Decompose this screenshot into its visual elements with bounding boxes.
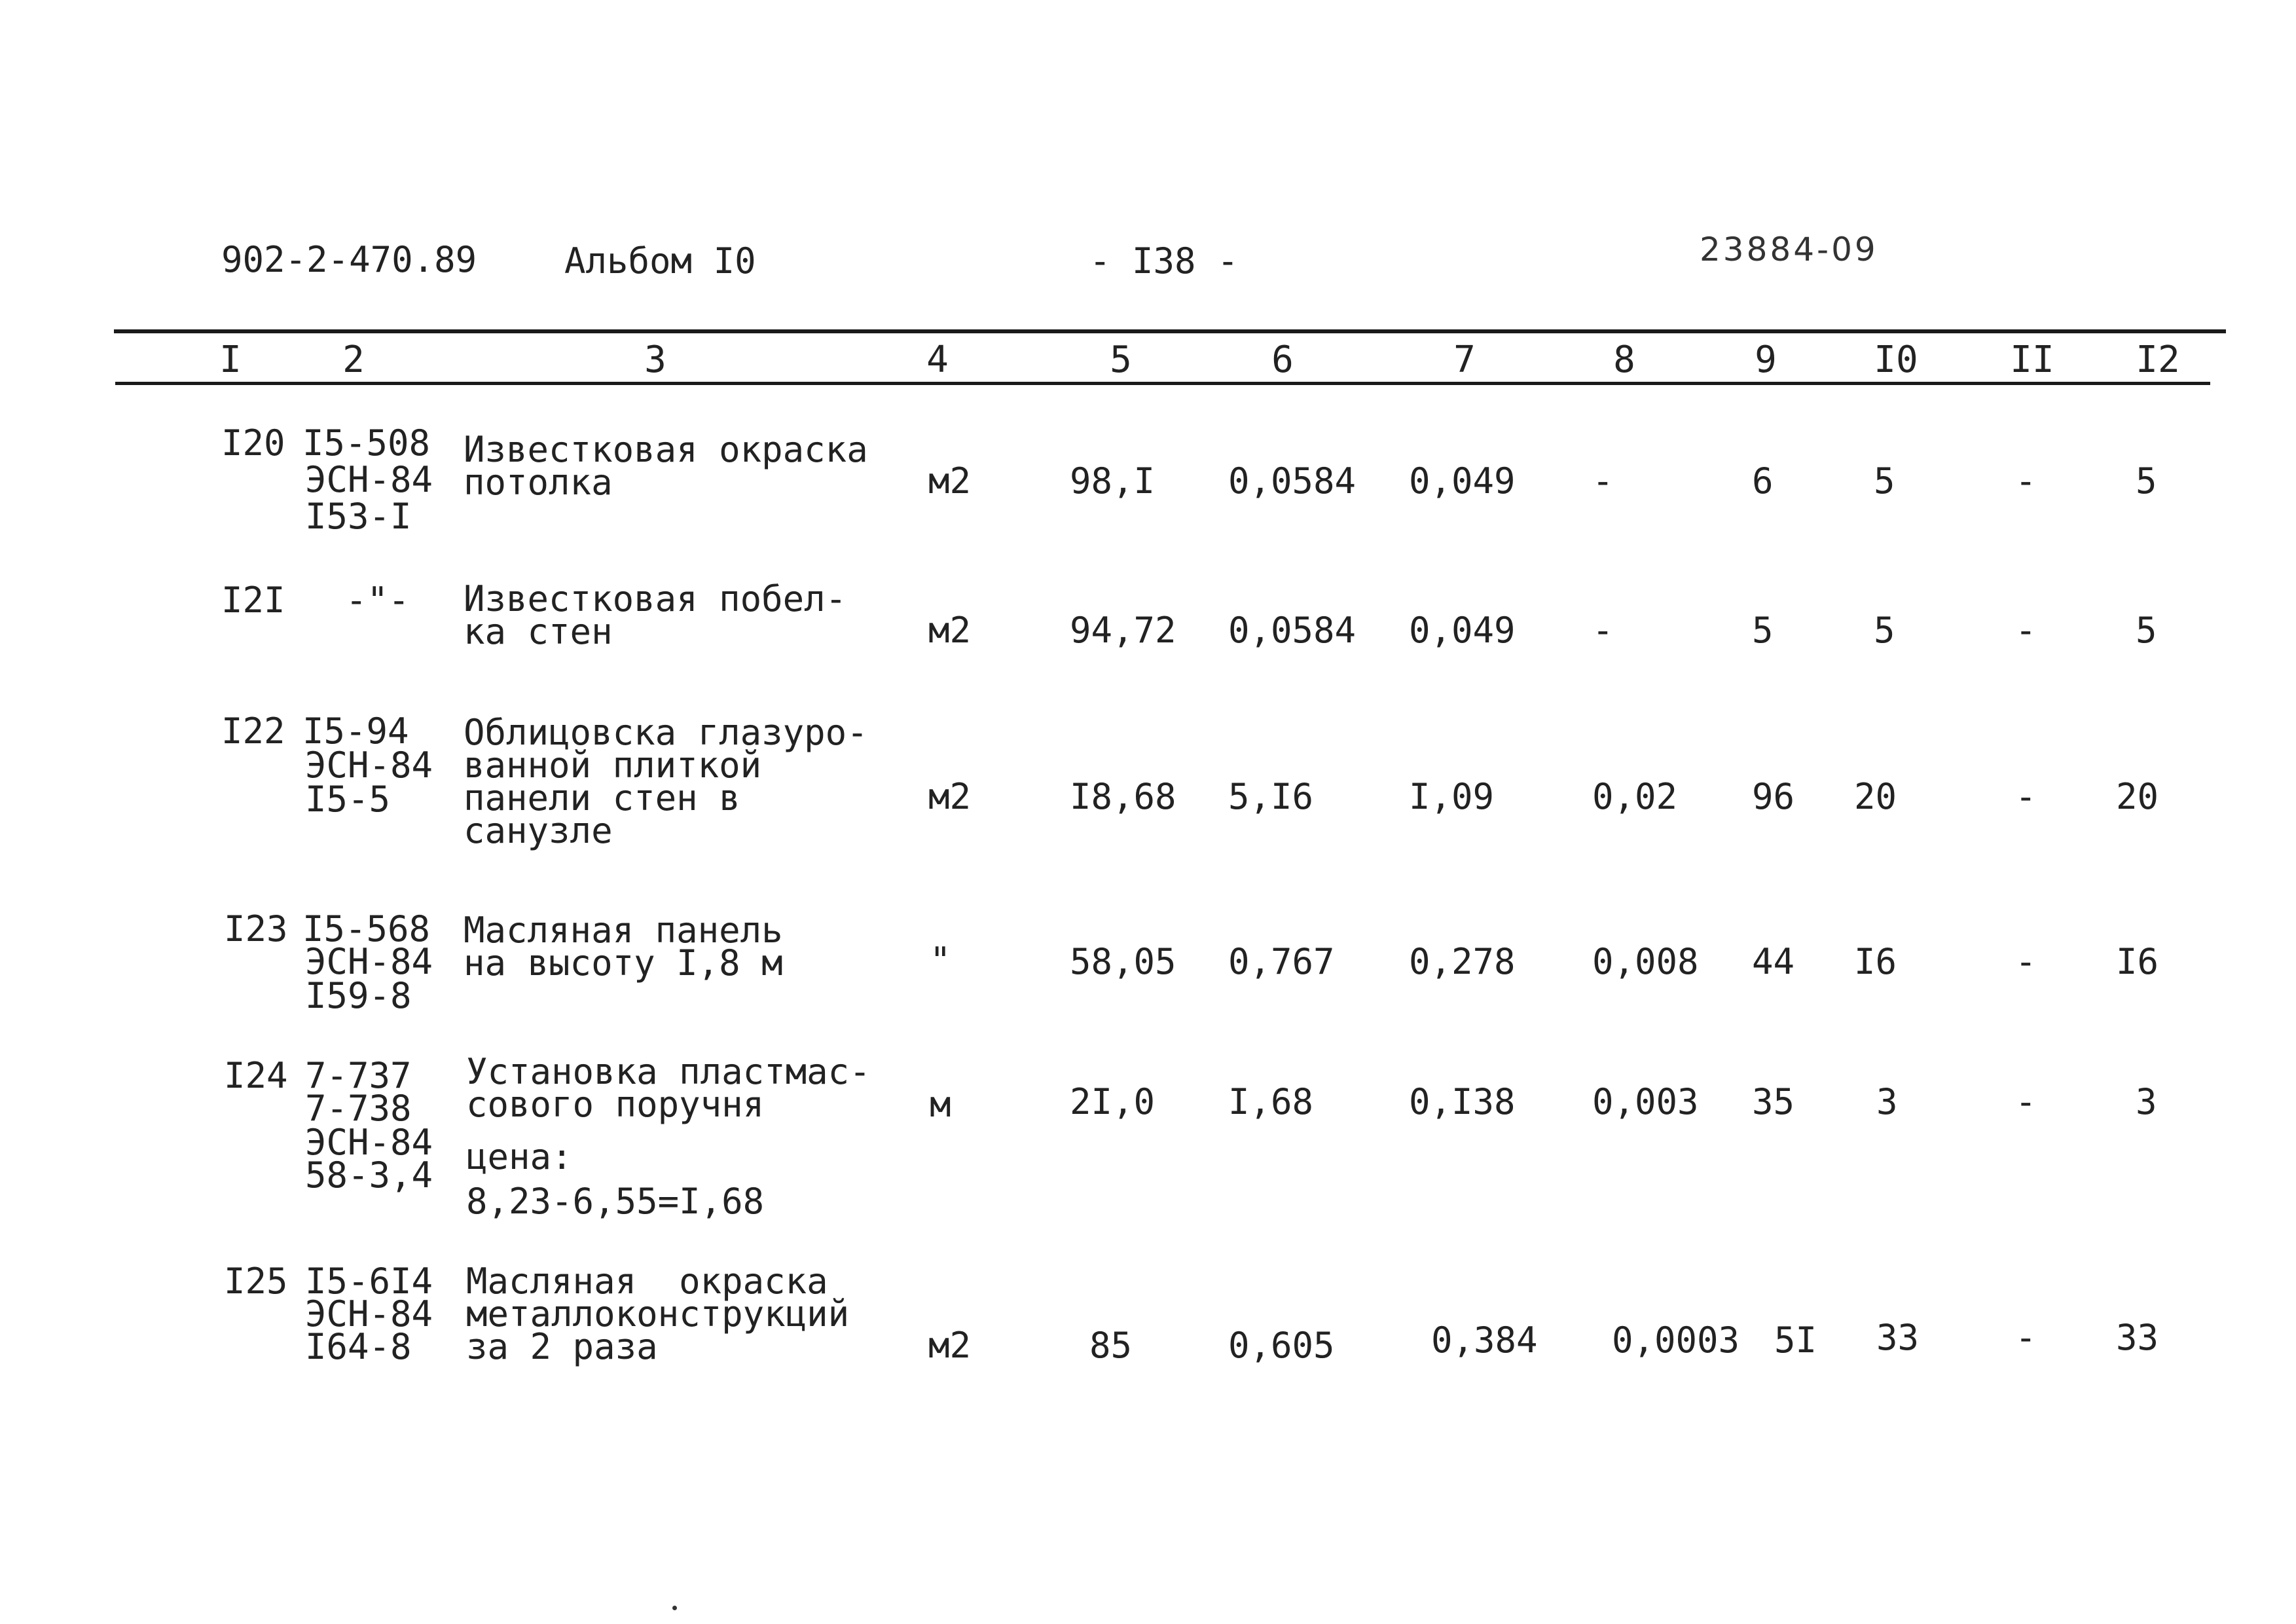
col-10-value: 20 xyxy=(1854,776,1897,817)
col-8-value: 0,008 xyxy=(1592,941,1699,982)
column-header-9: 9 xyxy=(1755,339,1777,381)
quantity: 58,05 xyxy=(1070,941,1176,982)
work-description-line: Масляная окраска xyxy=(466,1261,828,1302)
work-description-line: санузле xyxy=(464,810,613,851)
row-number: I2I xyxy=(221,580,285,621)
norm-code-line: I53-I xyxy=(305,496,412,537)
work-description-line: потолка xyxy=(464,462,613,503)
quantity: 98,I xyxy=(1070,460,1156,502)
column-header-12: I2 xyxy=(2136,339,2180,381)
col-9-value: 35 xyxy=(1752,1081,1795,1122)
col-8-value: - xyxy=(1592,460,1614,502)
col-7-value: 0,384 xyxy=(1431,1320,1538,1361)
work-description-line: ванной плиткой xyxy=(464,745,762,786)
unit: м2 xyxy=(928,776,972,817)
col-9-value: 44 xyxy=(1752,941,1795,982)
norm-code-line: I59-8 xyxy=(305,975,412,1016)
col-11-value: - xyxy=(2015,1317,2037,1358)
col-8-value: 0,0003 xyxy=(1612,1320,1740,1361)
column-header-10: I0 xyxy=(1874,339,1918,381)
quantity: 85 xyxy=(1089,1325,1133,1366)
column-header-11: II xyxy=(2010,339,2054,381)
unit: м xyxy=(930,1084,951,1125)
document-code: 902-2-470.89 xyxy=(221,239,477,280)
col-12-value: 20 xyxy=(2116,776,2159,817)
col-10-value: 33 xyxy=(1876,1317,1920,1358)
col-6-value: 0,0584 xyxy=(1228,610,1357,651)
col-12-value: I6 xyxy=(2116,941,2159,982)
unit: " xyxy=(930,940,951,981)
col-11-value: - xyxy=(2015,460,2037,502)
work-description-line: на высоту I,8 м xyxy=(464,942,783,984)
col-7-value: 0,049 xyxy=(1409,460,1516,502)
unit: м2 xyxy=(928,610,972,651)
column-header-8: 8 xyxy=(1613,339,1635,381)
work-description-line: Известковая побел- xyxy=(464,578,847,619)
col-10-value: 5 xyxy=(1874,460,1895,502)
table-top-rule xyxy=(114,329,2226,333)
row-number: I24 xyxy=(224,1055,288,1096)
col-11-value: - xyxy=(2015,1081,2037,1122)
quantity: I8,68 xyxy=(1070,776,1176,817)
col-9-value: 96 xyxy=(1752,776,1795,817)
row-number: I20 xyxy=(221,422,285,464)
table-header-rule xyxy=(115,382,2210,385)
handwritten-number: 23884-09 xyxy=(1700,231,1878,268)
norm-code-line: I64-8 xyxy=(305,1326,412,1367)
price-calculation: 8,23-6,55=I,68 xyxy=(466,1181,765,1222)
work-description-line: за 2 раза xyxy=(466,1326,658,1367)
norm-code-line: ЭСН-84 xyxy=(305,1293,433,1335)
work-description-line: металлоконструкций xyxy=(466,1293,850,1335)
col-9-value: 5 xyxy=(1752,610,1774,651)
norm-code-line: I5-508 xyxy=(302,422,431,464)
album-label: Альбом I0 xyxy=(564,240,756,282)
column-header-4: 4 xyxy=(926,339,949,381)
col-6-value: 0,767 xyxy=(1228,941,1335,982)
col-12-value: 3 xyxy=(2136,1081,2157,1122)
norm-code-line: ЭСН-84 xyxy=(305,745,433,786)
norm-code-line: I5-5 xyxy=(305,779,391,820)
work-description-line: ка стен xyxy=(464,611,613,652)
col-7-value: 0,049 xyxy=(1409,610,1516,651)
col-9-value: 6 xyxy=(1752,460,1774,502)
work-description-line: сового поручня xyxy=(466,1084,765,1125)
work-description-line: Установка пластмас- xyxy=(466,1051,871,1092)
col-11-value: - xyxy=(2015,941,2037,982)
col-7-value: 0,278 xyxy=(1409,941,1516,982)
work-description-line: Облицовска глазуро- xyxy=(464,712,868,753)
unit: м2 xyxy=(928,1325,972,1366)
col-9-value: 5I xyxy=(1774,1320,1817,1361)
column-header-7: 7 xyxy=(1453,339,1476,381)
col-8-value: - xyxy=(1592,610,1614,651)
col-11-value: - xyxy=(2015,776,2037,817)
column-header-2: 2 xyxy=(342,339,365,381)
column-header-6: 6 xyxy=(1271,339,1294,381)
col-7-value: 0,I38 xyxy=(1409,1081,1516,1122)
col-6-value: 5,I6 xyxy=(1228,776,1314,817)
col-10-value: 5 xyxy=(1874,610,1895,651)
norm-code-line: 58-3,4 xyxy=(305,1154,433,1196)
col-12-value: 33 xyxy=(2116,1317,2159,1358)
col-8-value: 0,003 xyxy=(1592,1081,1699,1122)
norm-code-line: ЭСН-84 xyxy=(305,459,433,500)
column-header-1: I xyxy=(219,339,242,381)
col-12-value: 5 xyxy=(2136,610,2157,651)
col-6-value: 0,605 xyxy=(1228,1325,1335,1366)
norm-code-line: 7-737 xyxy=(305,1055,412,1096)
quantity: 94,72 xyxy=(1070,610,1176,651)
col-10-value: 3 xyxy=(1876,1081,1898,1122)
quantity: 2I,0 xyxy=(1070,1081,1156,1122)
norm-code-line: -"- xyxy=(346,580,410,621)
col-6-value: I,68 xyxy=(1228,1081,1314,1122)
norm-code-line: I5-6I4 xyxy=(305,1261,433,1302)
column-header-5: 5 xyxy=(1110,339,1132,381)
work-description-line: Известковая окраска xyxy=(464,429,868,470)
col-10-value: I6 xyxy=(1854,941,1897,982)
row-number: I22 xyxy=(221,710,285,752)
work-description-line: панели стен в xyxy=(464,777,740,819)
norm-code-line: ЭСН-84 xyxy=(305,1122,433,1163)
stray-dot xyxy=(672,1606,677,1610)
norm-code-line: I5-568 xyxy=(302,908,431,950)
norm-code-line: ЭСН-84 xyxy=(305,941,433,982)
col-7-value: I,09 xyxy=(1409,776,1495,817)
col-6-value: 0,0584 xyxy=(1228,460,1357,502)
unit: м2 xyxy=(928,460,972,502)
row-number: I23 xyxy=(224,908,288,950)
col-12-value: 5 xyxy=(2136,460,2157,502)
row-number: I25 xyxy=(224,1261,288,1302)
column-header-3: 3 xyxy=(644,339,666,381)
price-label: цена: xyxy=(466,1136,573,1177)
col-8-value: 0,02 xyxy=(1592,776,1678,817)
col-11-value: - xyxy=(2015,610,2037,651)
norm-code-line: I5-94 xyxy=(302,710,409,752)
norm-code-line: 7-738 xyxy=(305,1088,412,1129)
page-number: - I38 - xyxy=(1089,240,1239,282)
work-description-line: Масляная панель xyxy=(464,910,783,951)
